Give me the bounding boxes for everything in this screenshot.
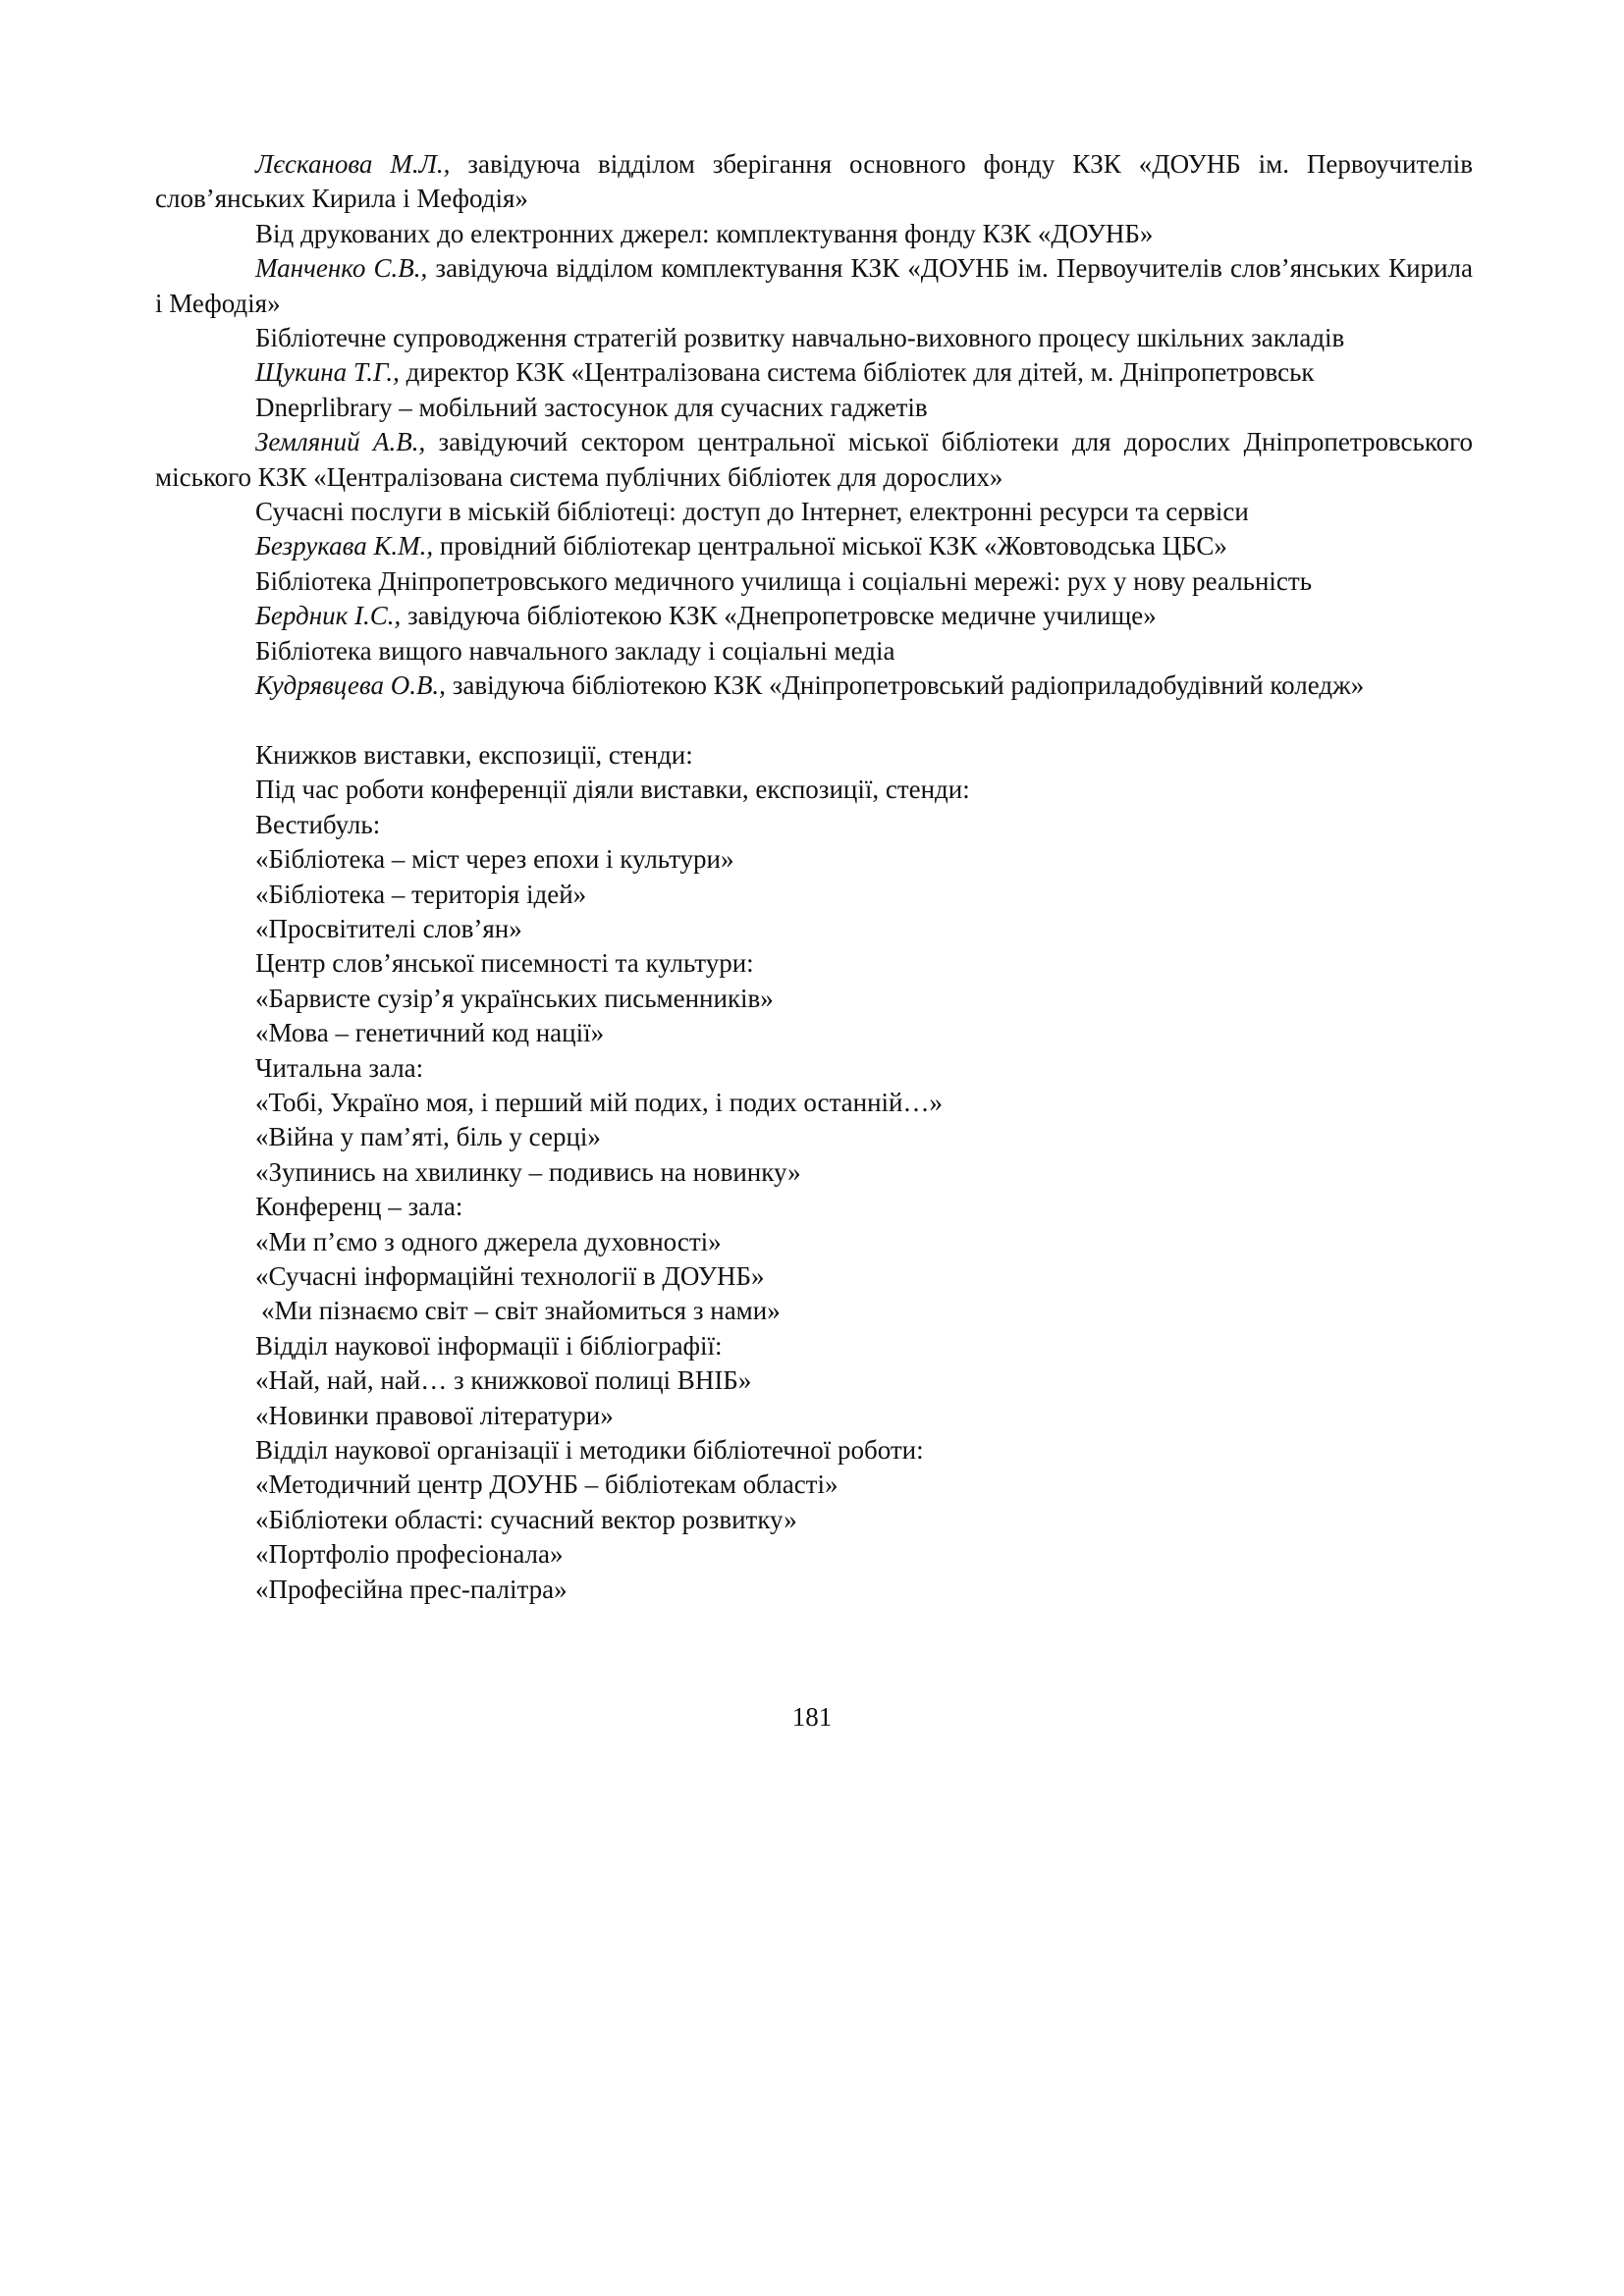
author-name: Щукина Т.Г., — [255, 357, 400, 388]
talk-title: Dneprlibrary – мобільний застосунок для сучасних гаджетів — [255, 392, 928, 422]
exhibition-item: «Бібліотека – міст через епохи і культури» — [255, 844, 734, 875]
author-name: Лєсканова М.Л., — [255, 149, 451, 179]
program-entry — [155, 217, 1473, 251]
exhibition-item: «Просвітителі слов’ян» — [255, 913, 522, 943]
exhibition-item: «Професійна прес-палітра» — [255, 1574, 568, 1604]
page-number: 181 — [791, 1702, 833, 1732]
author-position: завідуючий сектором центральної міської бібліотеки для дорослих Дніпропетровського міського КЗК «Централізована система публічних бібліотек для дорослих» — [155, 427, 1473, 492]
author-name: Безрукава К.М., — [255, 531, 434, 561]
talk-title: Сучасні послуги в міській бібліотеці: доступ до Інтернет, електронні ресурси та сервіси — [255, 497, 1249, 527]
exhibition-item: «Бібліотеки області: сучасний вектор розвитку» — [255, 1504, 797, 1534]
exhibition-item: «Барвисте сузір’я українських письменників» — [255, 983, 774, 1013]
author-name: Манченко С.В., — [255, 253, 428, 284]
author-name: Бердник І.С., — [255, 601, 402, 631]
talk-title: Бібліотека Дніпропетровського медичного училища і соціальні мережі: рух у нову реальність — [255, 565, 1313, 596]
program-entry — [155, 634, 1473, 668]
program-entry — [155, 147, 1473, 217]
author-position: завідуюча відділом комплектування КЗК «ДОУНБ ім. Первоучителів слов’янських Кирила і Мефодія» — [155, 253, 1473, 318]
program-entry — [155, 425, 1473, 495]
venue-heading: Вестибуль: — [255, 809, 381, 839]
program-entry — [155, 529, 1473, 563]
exhibition-item: «Портфоліо професіонала» — [255, 1539, 564, 1570]
exhibition-item: «Най, най, най… з книжкової полиці ВНІБ» — [255, 1365, 752, 1396]
program-entry — [155, 564, 1473, 599]
author-position: завідуюча бібліотекою КЗК «Днепропетровске медичне училище» — [401, 601, 1157, 631]
exhibitions-list — [155, 738, 1473, 1607]
author-name: Земляний А.В., — [255, 427, 426, 457]
exhibition-item: «Війна у пам’яті, біль у серці» — [255, 1122, 601, 1152]
program-entry — [155, 391, 1473, 425]
page-content — [155, 147, 1473, 1607]
program-entry — [155, 355, 1473, 390]
program-entry — [155, 668, 1473, 703]
exhibition-item: «Мова – генетичний код нації» — [255, 1018, 605, 1048]
exhibition-item: «Бібліотека – територія ідей» — [255, 879, 587, 909]
talk-title: Від друкованих до електронних джерел: комплектування фонду КЗК «ДОУНБ» — [255, 218, 1154, 248]
program-entry — [155, 251, 1473, 321]
author-position: директор КЗК «Централізована система бібліотек для дітей, м. Дніпропетровськ — [399, 357, 1315, 388]
talk-title: Бібліотека вищого навчального закладу і соціальні медіа — [255, 635, 895, 666]
program-entry — [155, 495, 1473, 529]
author-name: Кудрявцева О.В., — [255, 670, 446, 701]
venue-heading: Читальна зала: — [255, 1052, 424, 1083]
exhibition-item: «Ми п’ємо з одного джерела духовності» — [255, 1226, 722, 1256]
exhibition-item: «Методичний центр ДОУНБ – бібліотекам області» — [255, 1469, 839, 1500]
exhibition-item: «Тобі, Україно моя, і перший мій подих, і подих останній…» — [255, 1087, 943, 1117]
exhibition-item: «Новинки правової літератури» — [255, 1400, 614, 1430]
venue-heading: Центр слов’янської писемності та культури: — [255, 948, 754, 979]
author-position: завідуюча бібліотекою КЗК «Дніпропетровський радіоприладобудівний коледж» — [445, 670, 1365, 701]
venue-heading: Відділ наукової інформації і бібліографії: — [255, 1330, 723, 1361]
exhibitions-intro: Під час роботи конференції діяли виставки, експозиції, стенди: — [255, 774, 970, 805]
venue-heading: Відділ наукової організації і методики бібліотечної роботи: — [255, 1435, 924, 1466]
exhibition-item: «Ми пізнаємо світ – світ знайомиться з нами» — [261, 1296, 781, 1326]
program-entry — [155, 599, 1473, 633]
author-position: завідуюча відділом зберігання основного фонду КЗК «ДОУНБ ім. Первоучителів слов’янських Кирила і Мефодія» — [155, 149, 1473, 214]
talk-title: Бібліотечне супроводження стратегій розвитку навчально-виховного процесу шкільних закладів — [255, 323, 1345, 353]
program-entry — [155, 321, 1473, 355]
exhibition-item: «Зупинись на хвилинку – подивись на новинку» — [255, 1156, 801, 1187]
venue-heading: Конференц – зала: — [255, 1192, 463, 1222]
author-position: провідний бібліотекар центральної міської КЗК «Жовтоводська ЦБС» — [433, 531, 1227, 561]
exhibition-item: «Сучасні інформаційні технології в ДОУНБ» — [255, 1260, 765, 1291]
exhibitions-heading: Книжков виставки, експозиції, стенди: — [255, 739, 693, 770]
